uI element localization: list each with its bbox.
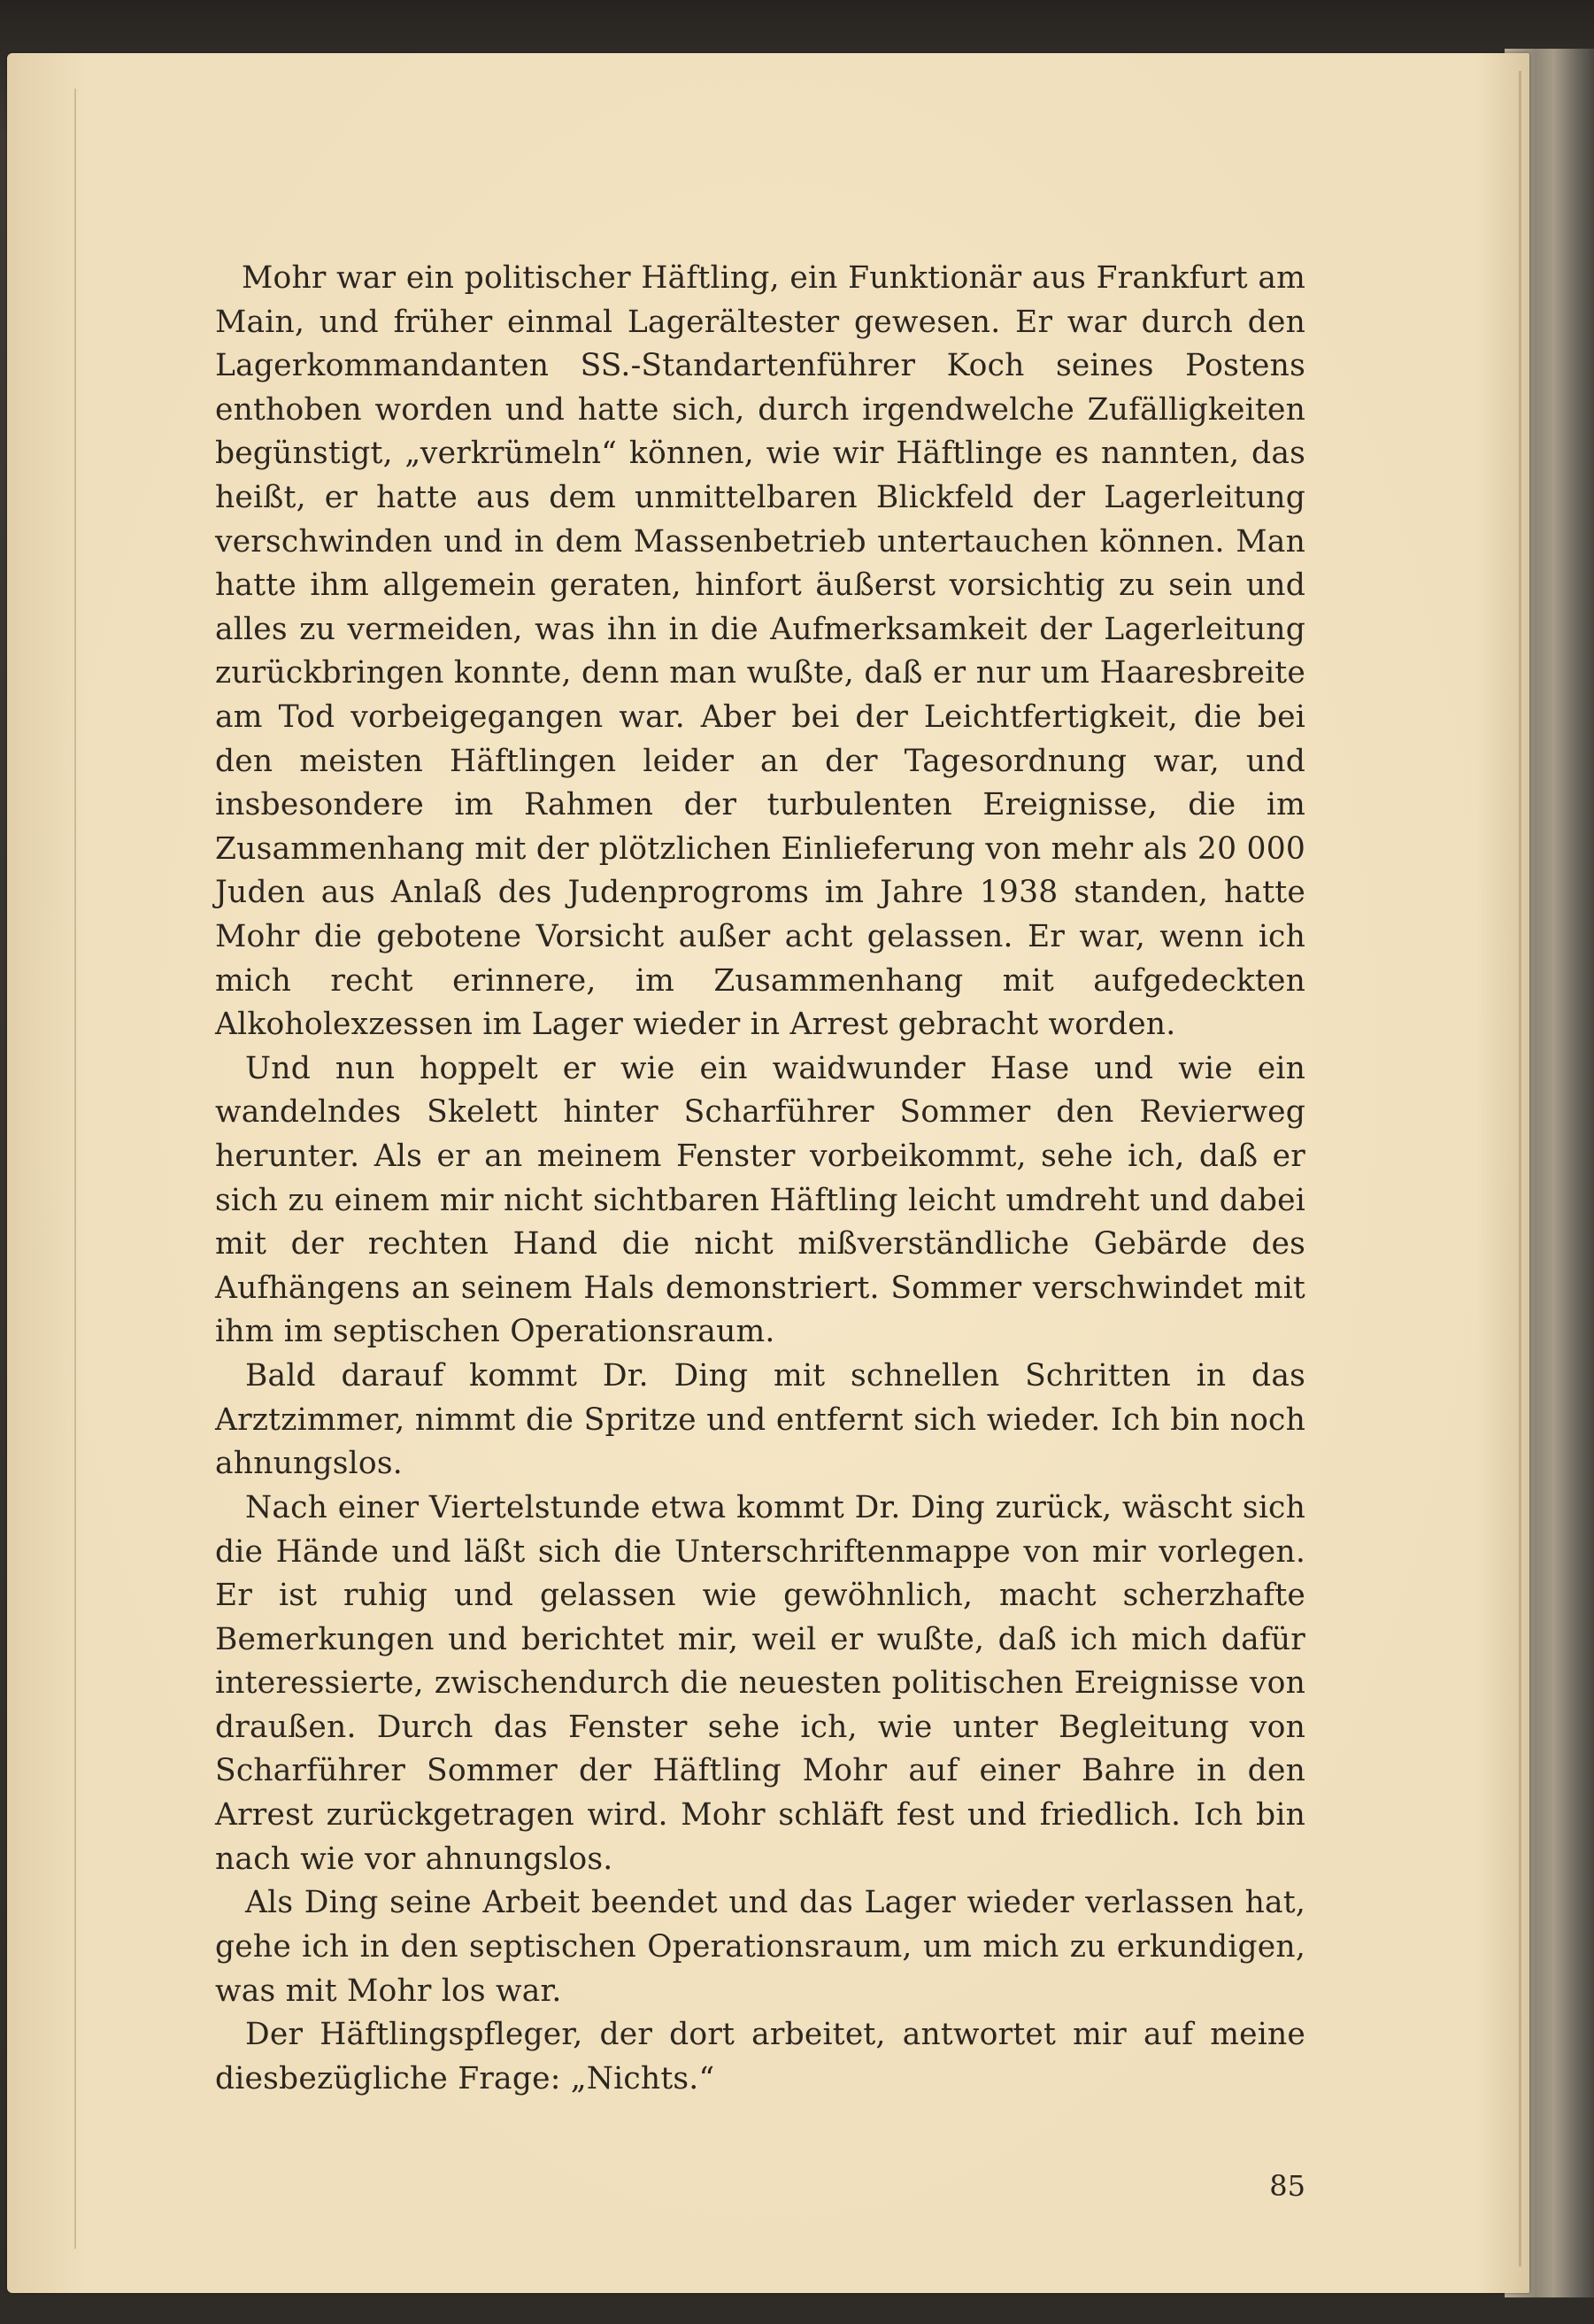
paragraph-5: Als Ding seine Arbeit beendet und das Lager wieder verlassen hat, gehe ich in den septischen Operationsraum, um mich zu erkundigen, was mit Mohr los war. [215, 1885, 1305, 2009]
paragraph-3: Bald darauf kommt Dr. Ding mit schnellen Schritten in das Arztzimmer, nimmt die Spritze und entfernt sich wieder. Ich bin noch ahnungslos. [215, 1358, 1305, 1482]
paragraph-6: Der Häftlingspfleger, der dort arbeitet, antwortet mir auf meine diesbezügliche Frage: „Nichts.“ [215, 2017, 1305, 2096]
paragraph-2: Und nun hoppelt er wie ein waidwunder Hase und wie ein wandelndes Skelett hinter Scharführer Sommer den Revierweg herunter. Als er an meinem Fenster vorbeikommt, sehe ich, daß er sich zu einem mir nicht sichtbaren Häftling leicht umdreht und dabei mit der rechten Hand die nicht mißverständliche Gebärde des Aufhängens an seinem Hals demonstriert. Sommer verschwindet mit ihm im septischen Operationsraum. [215, 1050, 1305, 1350]
gutter-shadow [74, 89, 76, 2249]
body-text [215, 257, 1305, 2102]
paragraph-4: Nach einer Viertelstunde etwa kommt Dr. Ding zurück, wäscht sich die Hände und läßt sich die Unterschriftenmappe von mir vorlegen. Er ist ruhig und gelassen wie gewöhnlich, macht scherzhafte Bemerkungen und berichtet mir, weil er wußte, daß ich mich dafür interessierte, zwischendurch die neuesten politischen Ereignisse von draußen. Durch das Fenster sehe ich, wie unter Begleitung von Scharführer Sommer der Häftling Mohr auf einer Bahre in den Arrest zurückgetragen wird. Mohr schläft fest und friedlich. Ich bin nach wie vor ahnungslos. [215, 1489, 1305, 1877]
page-edge-line [1519, 71, 1521, 2266]
page-number: 85 [1269, 2169, 1305, 2203]
paragraph-1: Mohr war ein politischer Häftling, ein Funktionär aus Frankfurt am Main, und früher einmal Lagerältester gewesen. Er war durch den Lagerkommandanten SS.-Standartenführer Koch seines Postens enthoben worden und hatte sich, durch irgendwelche Zufälligkeiten begünstigt, „verkrümeln“ können, wie wir Häftlinge es nannten, das heißt, er hatte aus dem unmittelbaren Blickfeld der Lagerleitung verschwinden und in dem Massenbetrieb untertauchen können. Man hatte ihm allgemein geraten, hinfort äußerst vorsichtig zu sein und alles zu vermeiden, was ihn in die Aufmerksamkeit der Lagerleitung zurückbringen konnte, denn man wußte, daß er nur um Haaresbreite am Tod vorbeigegangen war. Aber bei der Leichtfertigkeit, die bei den meisten Häftlingen leider an der Tagesordnung war, und insbesondere im Rahmen der turbulenten Ereignisse, die im Zusammenhang mit der plötzlichen Einlieferung von mehr als 20 000 Juden aus Anlaß des Judenprogroms im Jahre 1938 standen, hatte Mohr die gebotene Vorsicht außer acht gelassen. Er war, wenn ich mich recht erinnere, im Zusammenhang mit aufgedeckten Alkoholexzessen im Lager wieder in Arrest gebracht worden. [215, 260, 1305, 1043]
